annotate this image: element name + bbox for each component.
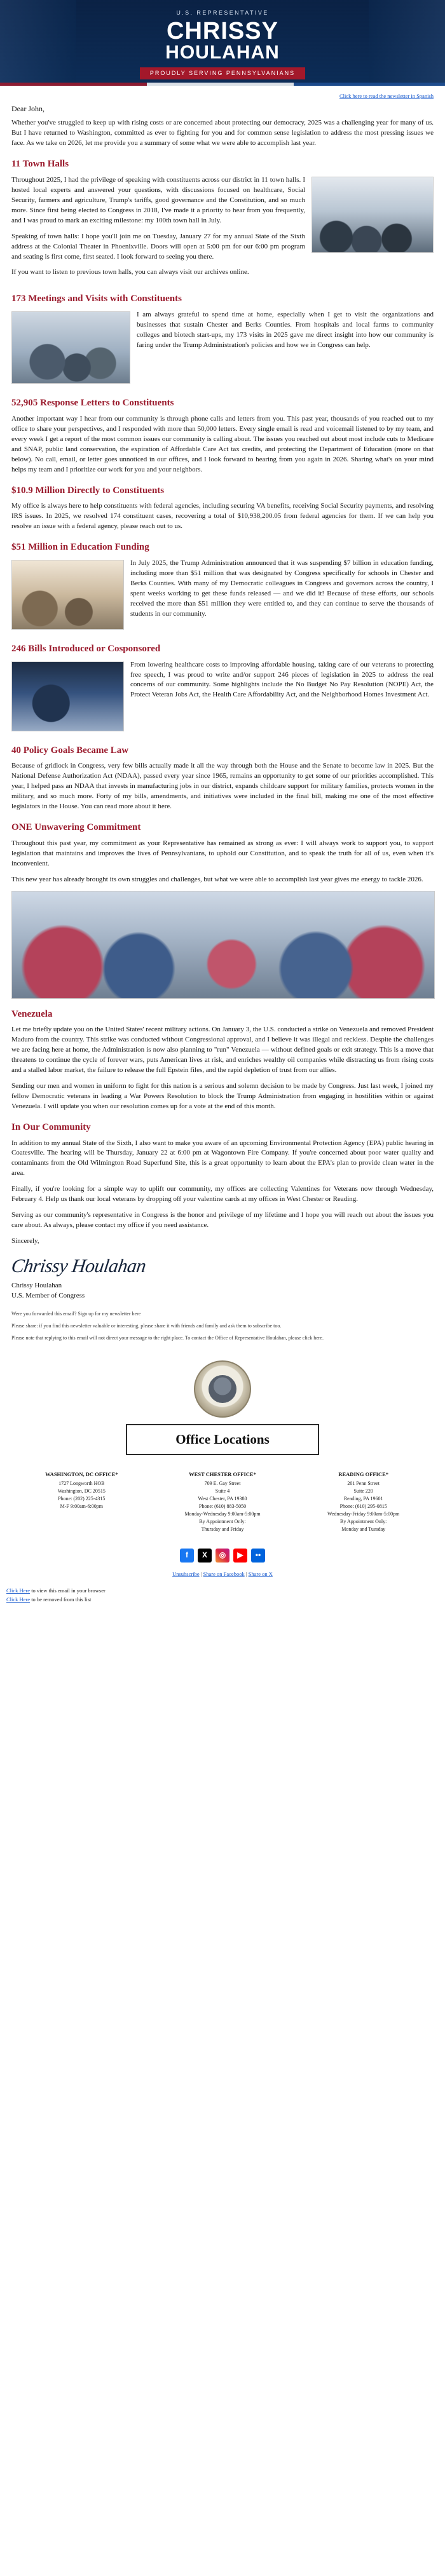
section-heading-community: In Our Community (11, 1122, 91, 1132)
office-line: By Appointment Only: (340, 1518, 387, 1524)
section-heading-venezuela: Venezuela (11, 1008, 53, 1019)
office-line: M-F 9:00am-6:00pm (60, 1503, 103, 1509)
community-p1: In addition to my annual State of the Sixth, I also want to make you aware of an upcoming Environmental Protection Agency (EPA) public hearing in Coatesville. The hearing will be Thursday, January 22 at 6:00 pm at Wagontown Fire Company. If you're concerned about poor water quality and contaminants from the Old Wilmington Road Superfund Site, this is a great opportunity to learn about the EPA's plan to provide clean water in the area. (11, 1139, 434, 1177)
office-name: WEST CHESTER OFFICE* (189, 1470, 256, 1477)
translate-link-row (11, 92, 434, 100)
commitment-p2: This new year has already brought its own struggles and challenges, but what we were able to accomplish last year gives me energy to tackle 2026. (11, 875, 423, 883)
remove-from-list-link[interactable]: Click Here (6, 1596, 31, 1603)
sincerely-line: Sincerely, (11, 1237, 39, 1245)
venezuela-p2: Sending our men and women in uniform to fight for this nation is a serious and solemn decision to be made by Congress. Just last week, I joined my fellow Democratic veterans in leading a War Powers Resolution to block the Trump Administration from engaging in hostilities within or against Venezuela. I will update you when our resolution comes up for a vote at the end of this month. (11, 1081, 434, 1110)
newsletter-body (0, 86, 445, 1306)
office-line: Reading, PA 19601 (343, 1495, 383, 1502)
commitment-p1: Throughout this past year, my commitment as your Representative has remained as strong as ever: I will always work to support you, to support legislation that maintains and improves the lives of Pennsylvanians, to uphold our Constitution, and to speak the truth for all of us, even when it's inconvenient. (11, 839, 434, 867)
policy-goals-p1: Because of gridlock in Congress, very few bills actually made it all the way through both the House and the Senate to become law in 2025. But the National Defense Authorization Act (NDAA), passed every year since 1965, remains an opportunity to get some of our priorities accomplished. This year, I helped pass an NDAA that invests in manufacturing jobs in our district, expands childcare support for military families, protects women in the military, and so much more. Forty of my bills, amendments, and initiatives were included in the final bill, making me one of the most effective legislators in the House. You can read more about it here. (11, 762, 434, 811)
office-line: Washington, DC 20515 (57, 1488, 106, 1494)
bottom-links-row (0, 1568, 445, 1584)
community-p3: Serving as our community's representative in Congress is the honor and privilege of my lifetime and I hope you will reach out about the issues you care about. As always, please contact my office if you need assistance. (11, 1211, 434, 1230)
link-separator-2: | (245, 1570, 247, 1577)
office-name: WASHINGTON, DC OFFICE* (45, 1470, 118, 1477)
office-line: 1727 Longworth HOB (58, 1480, 105, 1486)
office-line: Monday and Tuesday (341, 1526, 386, 1532)
podium-speech-photo (11, 661, 124, 731)
classroom-photo (11, 560, 124, 630)
office-line: Phone: (610) 883-5050 (198, 1503, 247, 1509)
section-heading-education-funding: $51 Million in Education Funding (11, 542, 149, 553)
town-hall-photo (312, 177, 434, 253)
intro-paragraph: Whether you've struggled to keep up with rising costs or are concerned about protecting our democracy, 2025 was a challenging year for many of us. But I have returned to Washington, committed as ever to fighting for you and for common sense legislation to address the most pressing issues we face. As we take on 2026, let me provide you a summary of some what we were able to accomplish last year. (11, 119, 434, 147)
newsletter-header-banner (0, 0, 445, 86)
office-west-chester (156, 1470, 289, 1533)
office-line: Suite 220 (353, 1488, 373, 1494)
closing-title: U.S. Member of Congress (11, 1292, 85, 1300)
office-line: By Appointment Only: (199, 1518, 246, 1524)
view-in-browser-row (6, 1587, 439, 1594)
rally-photo (11, 891, 435, 999)
community-p2: Finally, if you're looking for a simple way to uplift our community, my offices are collecting Valentines for Veterans now through Wednesday, February 4. Help us thank our local veterans by dropping off your valentine cards at my offices in West Chester or Reading. (11, 1185, 434, 1203)
office-line: West Chester, PA 19380 (198, 1495, 247, 1502)
share-on-facebook-link[interactable]: Share on Facebook (203, 1570, 245, 1577)
share-on-x-link[interactable]: Share on X (248, 1570, 273, 1577)
constituent-visit-photo (11, 311, 130, 384)
section-heading-bills: 246 Bills Introduced or Cosponsored (11, 643, 161, 654)
banner-ribbon: PROUDLY SERVING PENNSYLVANIANS (140, 67, 305, 79)
link-separator-1: | (200, 1570, 202, 1577)
section-heading-response-letters: 52,905 Response Letters to Constituents (11, 398, 174, 409)
office-washington-dc (15, 1470, 148, 1533)
facebook-icon[interactable]: f (180, 1549, 194, 1563)
social-links-row (0, 1542, 445, 1568)
office-locations-list (0, 1467, 445, 1542)
email-tail-links (0, 1584, 445, 1617)
bills-p1: From lowering healthcare costs to improving affordable housing, taking care of our veterans to protecting free speech, I was proud to write and/or support 246 pieces of legislation in 2025 to address the real concerns of our community. Some highlights include the No Budget No Pay Resolution (NOPE) Act, the Protect Veteran Jobs Act, the Health Care Affordability Act, and the Neighborhood Homes Investment Act. (130, 660, 434, 699)
banner-kicker: U.S. REPRESENTATIVE (176, 10, 269, 16)
office-line: Wednesday-Friday 9:00am-5:00pm (327, 1510, 400, 1517)
office-line: 201 Penn Street (347, 1480, 380, 1486)
office-name: READING OFFICE* (338, 1470, 388, 1477)
meetings-p1: I am always grateful to spend time at home, especially when I get to visit the organizations and businesses that sustain Chester and Berks Counties. From hospitals and local farms to community colleges and biotech start-ups, my 173 visits in 2025 gave me direct insight into how our community is faring under the Trump Administration's policies and how we in Congress can help. (137, 311, 434, 349)
office-reading (297, 1470, 430, 1533)
closing-name: Chrissy Houlahan (11, 1282, 62, 1290)
office-line: Phone: (202) 225-4315 (58, 1495, 106, 1502)
office-line: Monday-Wednesday 9:00am-5:00pm (184, 1510, 261, 1517)
town-halls-p3: If you want to listen to previous town halls, you can always visit our archives online. (11, 268, 249, 276)
office-line: Thursday and Friday (201, 1526, 244, 1532)
banner-photo-left (0, 0, 76, 86)
office-line: Suite 4 (215, 1488, 230, 1494)
view-in-browser-link[interactable]: Click Here (6, 1587, 31, 1594)
greeting: Dear John, (11, 104, 44, 114)
seal-section (0, 1350, 445, 1466)
banner-first-name: CHRISSY (167, 18, 278, 45)
office-line: Phone: (610) 295-0815 (339, 1503, 387, 1509)
congressional-seal-icon (194, 1360, 251, 1418)
spanish-translation-link[interactable]: Click here to read the newsletter in Spanish (339, 92, 434, 99)
youtube-icon[interactable]: ▶ (233, 1549, 247, 1563)
section-heading-meetings: 173 Meetings and Visits with Constituents (11, 294, 182, 304)
remove-from-list-text: to be removed from this list (30, 1596, 92, 1603)
flag-stripes-divider (0, 83, 445, 86)
venezuela-p1: Let me briefly update you on the United States' recent military actions. On January 3, the U.S. conducted a strike on Venezuela and removed President Maduro from the country. This strike was conducted without Congressional approval, and I believe it was illegal and reckless. Despite the challenges we are facing here at home, the Administration is now also planning to "run" Venezuela — without defined goals or exit strategy. This is a move that threatens to continue the cycle of forever wars, puts American lives at risk, and enriches wealthy oil companies while distracting us from rising costs and a stalled labor market, the failure to release the full Epstein files, and the rapid depletion of trust from our allies. (11, 1026, 434, 1074)
remove-from-list-row (6, 1596, 439, 1603)
banner-photo-right (369, 0, 445, 86)
footnotes (0, 1305, 445, 1350)
education-funding-p1: In July 2025, the Trump Administration announced that it was suspending $7 billion in education funding, including more than $51 million that was designated by Congress specifically for schools in Chester and Berks Counties. With many of my Democratic colleagues in Congress and governors across the country, I spent weeks working to get these funds released — and we did it! Because of these efforts, our schools received the more than $51 million they were entitled to, and they can continue to serve the thousands of students in our community. (130, 559, 434, 618)
direct-funds-p1: My office is always here to help constituents with federal agencies, including securing VA benefits, receiving Social Security payments, and resolving IRS issues. In 2025, we resolved 174 constituent cases, recovering a total of $10,938,200.05 from federal agencies for them. If we can help you resolve an issue with a federal agency, please reach out to us. (11, 502, 434, 531)
flickr-icon[interactable]: •• (251, 1549, 265, 1563)
town-halls-p2: Speaking of town halls: I hope you'll join me on Tuesday, January 27 for my annual State of the Sixth address at the Colonial Theater in Phoenixville. Doors will open at 5:00 pm for our 6:00 pm program and seating is first come, first seated. I look forward to seeing you there. (11, 232, 305, 261)
response-letters-p1: Another important way I hear from our community is through phone calls and letters from you. This past year, thousands of you reached out to my office to share your perspectives, and I responded with more than 50,000 letters. Every single email is read and voicemail listened to by my team, and every week I get a report of the most common issues our community is calling about. The issues you reached out about most include cuts to Medicare and SNAP, public land conservation, the expiration of Affordable Care Act tax credits, and protecting the Department of Education (more on that below). No call, email, or letter goes unnoticed in our offices, and I look forward to hearing from you again in 2026. Sharing what's on your mind helps my team and I prioritize our work for you and your neighbors. (11, 414, 434, 473)
footnote-reply: Please note that replying to this email will not direct your message to the right place. To contact the Office of Representative Houlahan, please click here. (11, 1335, 324, 1341)
office-locations-title: Office Locations (126, 1424, 319, 1454)
banner-last-name: HOULAHAN (165, 42, 280, 64)
footnote-share: Please share: if you find this newsletter valuable or interesting, please share it with friends and family and ask them to subscribe too. (11, 1323, 282, 1329)
instagram-icon[interactable]: ◎ (216, 1549, 229, 1563)
section-heading-direct-funds: $10.9 Million Directly to Constituents (11, 485, 165, 496)
signature-image: Chrissy Houlahan (10, 1255, 147, 1277)
section-heading-town-halls: 11 Town Halls (11, 159, 69, 170)
footnote-signup[interactable]: Were you forwarded this email? Sign up for my newsletter here (11, 1311, 141, 1317)
section-heading-commitment: ONE Unwavering Commitment (11, 822, 141, 833)
office-line: 709 E. Gay Street (204, 1480, 241, 1486)
x-twitter-icon[interactable]: X (198, 1549, 212, 1563)
unsubscribe-link[interactable]: Unsubscribe (172, 1570, 200, 1577)
town-halls-p1: Throughout 2025, I had the privilege of speaking with constituents across our district in 11 town halls. I hosted local experts and answered your questions, with discussions focused on healthcare, Social Security, farmers and agriculture, Trump's tariffs, good governance and the Constitution, and so much more. Since first being elected to Congress in 2018, I've made it a priority to hear from you frequently, and I was proud to mark an exciting milestone: my 100th town hall in July. (11, 175, 305, 224)
view-in-browser-text: to view this email in your browser (30, 1587, 106, 1594)
section-heading-policy-goals: 40 Policy Goals Became Law (11, 745, 129, 756)
